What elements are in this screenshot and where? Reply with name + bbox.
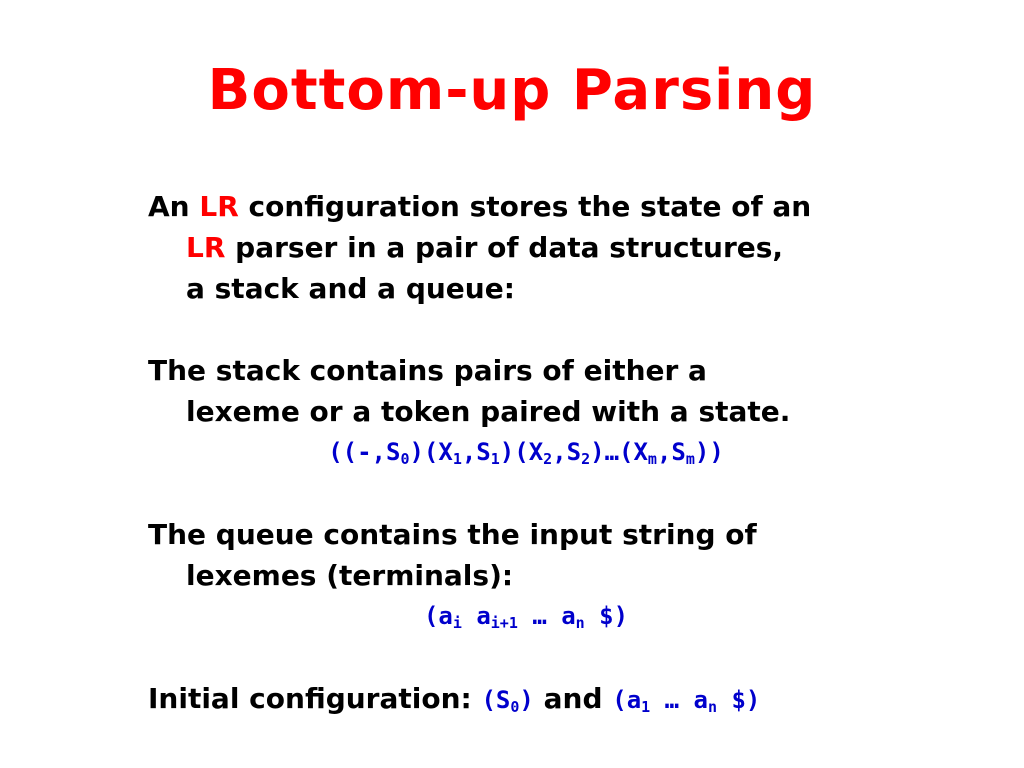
subscript: 1: [490, 450, 500, 468]
paragraph-initial-config: [148, 678, 908, 721]
slide-title: Bottom-up Parsing: [207, 58, 817, 123]
initial-queue: [612, 686, 760, 714]
text-stack-line1: The stack contains pairs of either a: [148, 354, 707, 387]
text-an: An: [148, 190, 190, 223]
text-parser: parser in a pair of data structures,: [235, 231, 784, 264]
formula-part: (S: [481, 686, 511, 714]
formula-part: ((-,S: [328, 438, 401, 466]
text-configuration: configuration stores the state of an: [248, 190, 812, 223]
line-indent: [148, 231, 783, 264]
formula-part: $): [584, 602, 629, 630]
formula-part: ,S: [656, 438, 686, 466]
formula-part: (a: [423, 602, 453, 630]
subscript: 2: [581, 450, 591, 468]
spacer: [148, 637, 908, 678]
paragraph-stack: [148, 350, 908, 432]
term-lr: LR: [199, 190, 239, 223]
subscript: m: [647, 450, 657, 468]
paragraph-queue: [148, 514, 908, 596]
formula-part: (a: [612, 686, 642, 714]
formula-part: … a: [517, 602, 576, 630]
formula-part: )(X: [499, 438, 544, 466]
subscript: 2: [543, 450, 553, 468]
subscript: n: [575, 614, 585, 632]
formula-part: )(X: [409, 438, 453, 466]
initial-stack: [481, 686, 533, 714]
subscript: i+1: [490, 614, 518, 632]
text-stack-queue: a stack and a queue:: [186, 272, 515, 305]
text-queue-line2: lexemes (terminals):: [186, 559, 514, 592]
subscript: m: [685, 450, 695, 468]
spacer: [148, 473, 908, 514]
text-queue-line1: The queue contains the input string of: [148, 518, 757, 551]
formula-part: a: [461, 602, 491, 630]
formula-part: ,S: [552, 438, 582, 466]
subscript: 0: [400, 450, 410, 468]
text-and: and: [543, 682, 603, 715]
text-initial-configuration: Initial configuration:: [148, 682, 472, 715]
formula-part: )…(X: [590, 438, 648, 466]
slide-body: [148, 186, 908, 721]
formula-part: )): [694, 438, 724, 466]
stack-formula: [186, 432, 866, 473]
formula-part: ): [519, 686, 534, 714]
term-lr-2: LR: [186, 231, 226, 264]
text-stack-line2: lexeme or a token paired with a state.: [186, 395, 791, 428]
subscript: 1: [641, 698, 651, 716]
formula-part: $): [717, 686, 761, 714]
subscript: i: [452, 614, 462, 632]
formula-part: … a: [650, 686, 708, 714]
spacer: [148, 309, 908, 350]
paragraph-lr-configuration: [148, 186, 908, 309]
subscript: n: [707, 698, 718, 716]
formula-part: ,S: [461, 438, 491, 466]
subscript: 1: [452, 450, 462, 468]
subscript: 0: [510, 698, 520, 716]
queue-formula: [186, 596, 866, 637]
